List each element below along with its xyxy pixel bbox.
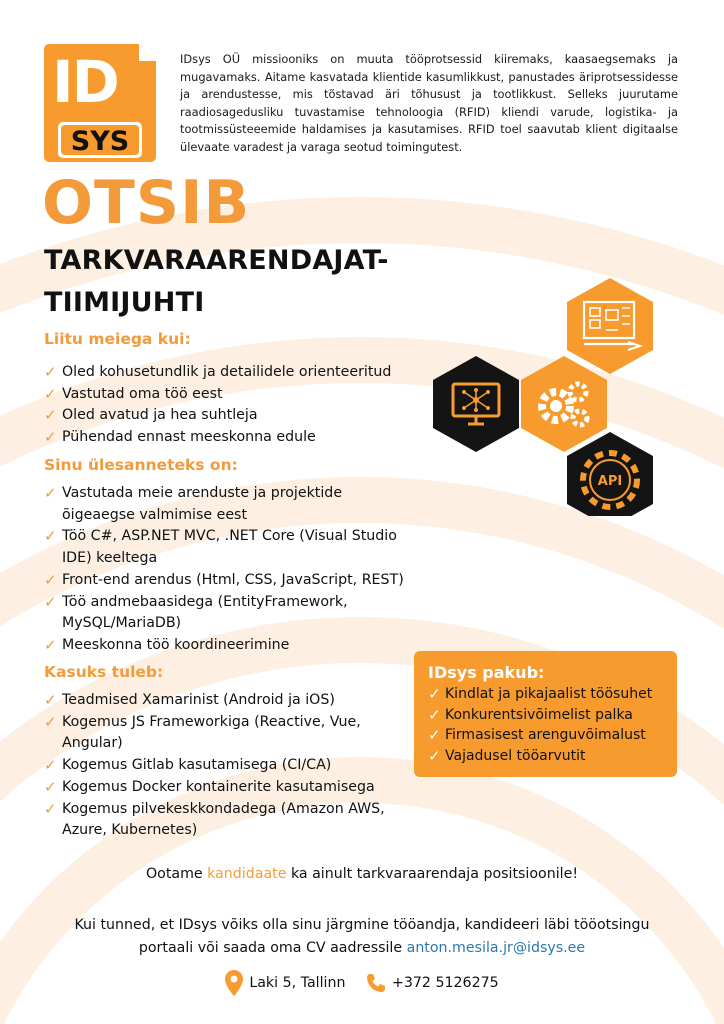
idsys-logo <box>44 44 156 162</box>
list-item: ✓ Kogemus pilvekeskkondadega (Amazon AWS, Azure, Kubernetes) <box>44 799 385 839</box>
job-title-line1: TARKVARAARENDAJAT- <box>44 245 389 276</box>
offer-list <box>428 684 652 766</box>
tasks-title: Sinu ülesanneteks on: <box>44 456 238 474</box>
list-item: ✓ Vastutad oma töö eest <box>44 384 404 406</box>
job-title-line2: TIIMIJUHTI <box>44 287 205 318</box>
join-title: Liitu meiega kui: <box>44 330 191 348</box>
list-item: ✓ Vastutada meie arenduste ja projektide õigeaegse valmimise eest <box>44 484 343 523</box>
list-item: ✓ Oled avatud ja hea suhtleja <box>44 405 404 427</box>
bonus-list <box>44 690 404 842</box>
location-pin-icon <box>225 970 243 996</box>
gears-icon <box>521 356 607 452</box>
list-item: ✓ Kogemus JS Frameworkiga (Reactive, Vue, Angular) <box>44 712 361 752</box>
check-icon: ✓ <box>428 746 441 765</box>
check-icon: ✓ <box>44 635 57 654</box>
list-item: ✓ Pühendad ennast meeskonna edule <box>44 427 404 449</box>
check-icon: ✓ <box>44 799 57 818</box>
offer-box <box>414 651 677 777</box>
check-icon: ✓ <box>44 406 57 425</box>
check-icon: ✓ <box>44 592 57 611</box>
cta-line1: Ootame kandidaate ka ainult tarkvaraarendaja positsioonile! <box>145 866 579 882</box>
check-icon: ✓ <box>44 691 57 709</box>
list-item: ✓ Kindlat ja pikajaalist töösuhet <box>428 685 653 703</box>
list-item: ✓ Oled kohusetundlik ja detailidele orienteeritud <box>44 362 404 384</box>
join-list <box>44 362 404 449</box>
company-intro: IDsys OÜ missiooniks on muuta tööprotsessid kiiremaks, kaasaegsemaks ja mugavamaks. Aitame kasvatada klientide kasumlikkust, panustades äriprotsessidesse ja arendustesse, mis tõstavad äri tõhusust ja tootlikkust. Selleks juurutame raadiosagedusliku tuvastamise tehnoloogia (RFID) kliendi varude, logistika- ja tootmissüsteeemide haldamises ja kasutamises. RFID toel saavutab klient digitaalse ülevaate varadest ja varaga seotud toimingutest. <box>180 52 678 154</box>
phone-icon <box>366 973 386 993</box>
list-item: ✓ Meeskonna töö koordineerimine <box>44 635 414 657</box>
check-icon: ✓ <box>44 484 57 502</box>
list-item: ✓ Konkurentsivõimelist palka <box>428 705 633 724</box>
hexagon-icons <box>420 276 665 516</box>
check-icon: ✓ <box>44 777 57 796</box>
list-item: ✓ Töö C#, ASP.NET MVC, .NET Core (Visual Studio IDE) keeltega <box>44 527 397 567</box>
blueprint-icon <box>567 278 653 374</box>
headline-otsib: OTSIB <box>42 168 251 238</box>
list-item: ✓ Vajadusel tööarvutit <box>428 746 586 765</box>
monitor-network-icon <box>433 356 519 452</box>
bonus-title: Kasuks tuleb: <box>44 663 164 681</box>
check-icon: ✓ <box>44 570 57 589</box>
logo-top-text: ID <box>52 48 118 116</box>
cta-highlight: kandidaate <box>207 866 287 882</box>
tasks-list <box>44 483 414 657</box>
list-item: ✓ Kogemus Gitlab kasutamisega (CI/CA) <box>44 755 404 777</box>
logo-bottom-text: SYS <box>70 126 130 157</box>
check-icon: ✓ <box>44 363 57 381</box>
check-icon: ✓ <box>44 527 57 546</box>
check-icon: ✓ <box>44 756 57 775</box>
list-item: ✓ Firmasisest arenguvõimalust <box>428 726 646 744</box>
list-item: ✓ Töö andmebaasidega (EntityFramework, MySQL/MariaDB) <box>44 592 348 632</box>
api-label: API <box>597 474 623 489</box>
phone: +372 5126275 <box>366 973 499 993</box>
check-icon: ✓ <box>428 726 441 744</box>
check-icon: ✓ <box>428 685 441 703</box>
check-icon: ✓ <box>428 705 441 724</box>
check-icon: ✓ <box>44 712 57 731</box>
cta-line2: Kui tunned, et IDsys võiks olla sinu järgmine tööandja, kandideeri läbi tööotsingu portaali või saada oma CV aadressile anton.mesila.jr@idsys.ee <box>74 917 650 956</box>
address: Laki 5, Tallinn <box>225 970 345 996</box>
list-item: ✓ Teadmised Xamarinist (Android ja iOS) <box>44 690 404 712</box>
api-gear-icon <box>567 432 653 516</box>
list-item: ✓ Kogemus Docker kontainerite kasutamisega <box>44 777 404 799</box>
contact-row <box>0 970 724 996</box>
email-link[interactable]: anton.mesila.jr@idsys.ee <box>406 940 586 956</box>
job-title <box>44 240 389 324</box>
list-item: ✓ Front-end arendus (Html, CSS, JavaScript, REST) <box>44 570 414 592</box>
check-icon: ✓ <box>44 384 57 403</box>
offer-title: IDsys pakub: <box>428 663 545 682</box>
check-icon: ✓ <box>44 428 57 447</box>
